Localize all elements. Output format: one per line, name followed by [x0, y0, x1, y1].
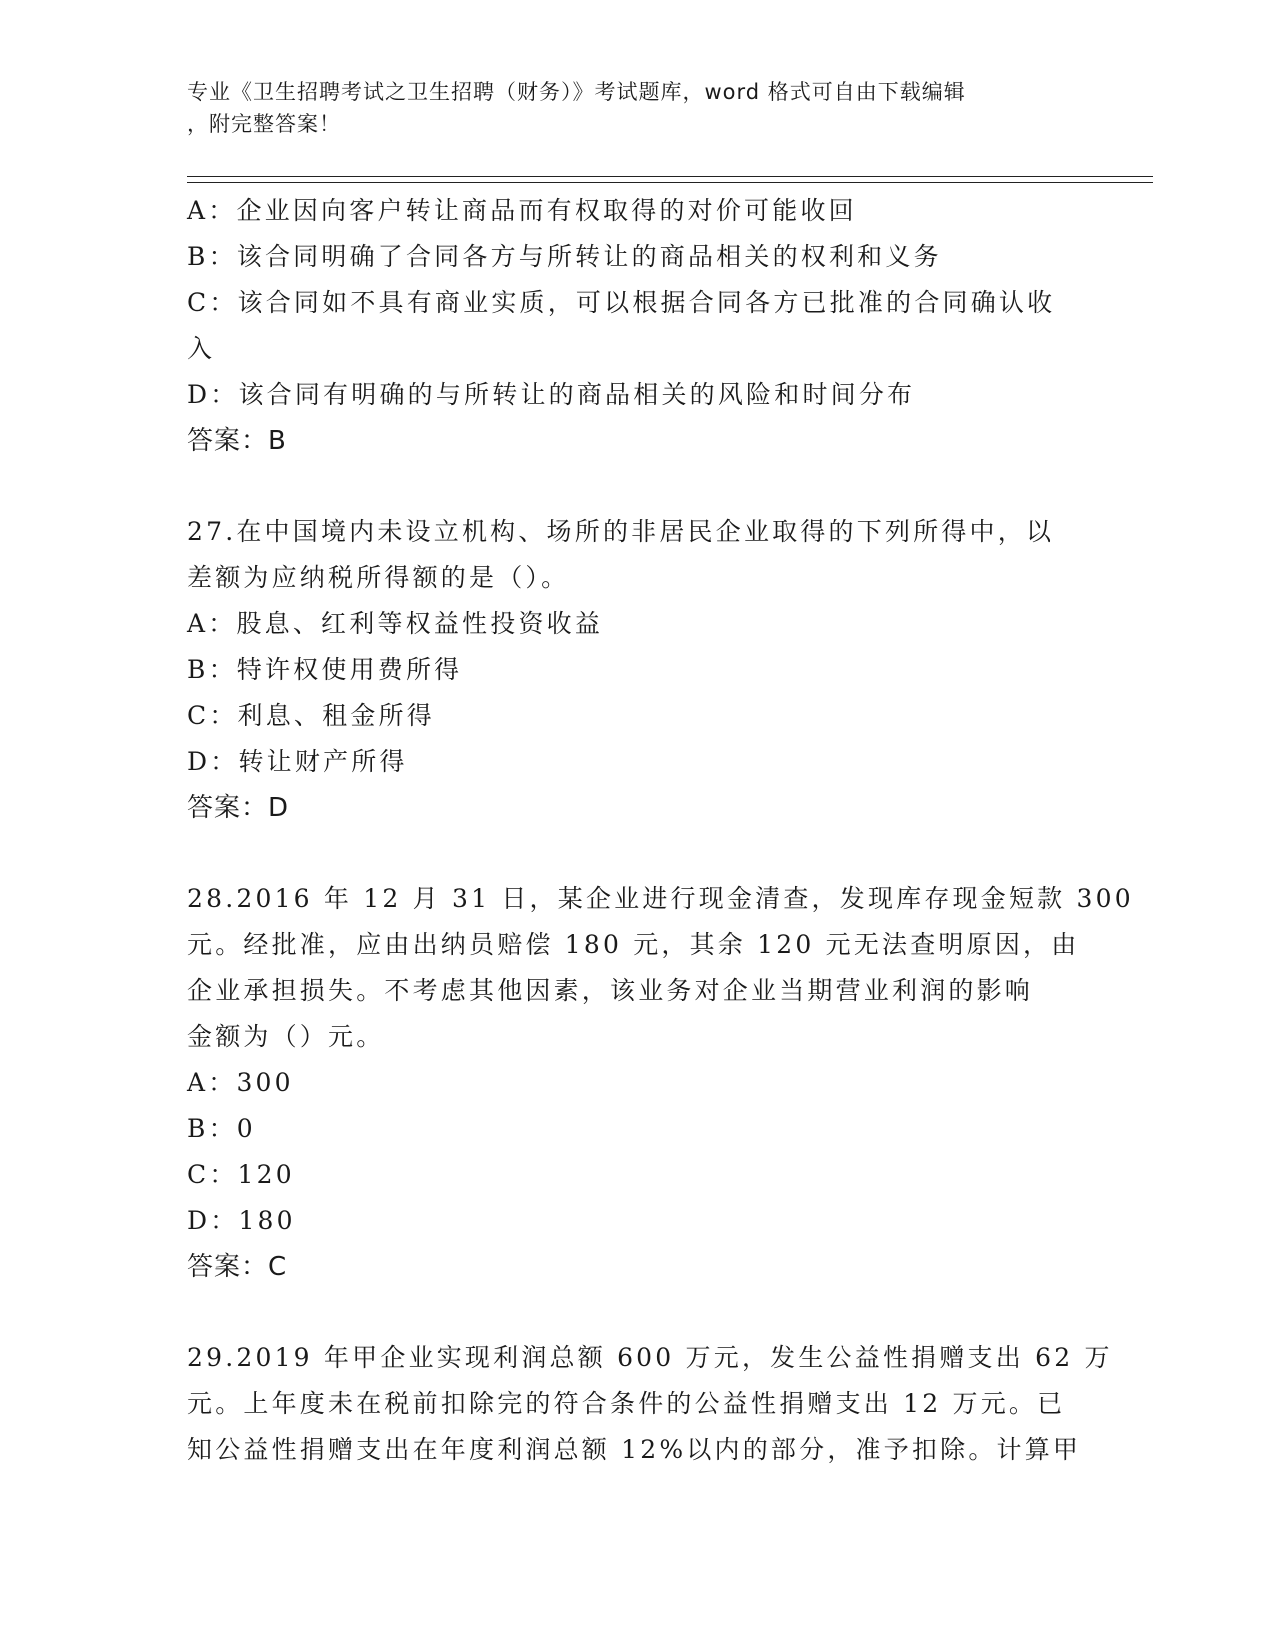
- answer-label: 答案：B: [187, 426, 287, 456]
- question-stem-line: 29.2019 年甲企业实现利润总额 600 万元，发生公益性捐赠支出 62 万: [187, 1343, 1113, 1372]
- question-stem-line: 差额为应纳税所得额的是（）。: [187, 563, 570, 592]
- answer-label: 答案：D: [187, 793, 290, 823]
- question-stem-line: 企业承担损失。不考虑其他因素，该业务对企业当期营业利润的影响: [187, 976, 1034, 1005]
- option-d: D：转让财产所得: [187, 747, 408, 776]
- document-header: [187, 76, 1067, 140]
- question-stem-line: 元。经批准，应由出纳员赔偿 180 元，其余 120 元无法查明原因，由: [187, 930, 1080, 959]
- question-spacer: [187, 464, 1087, 509]
- question-spacer: [187, 1290, 1087, 1335]
- question-spacer: [187, 831, 1087, 876]
- answer-label: 答案：C: [187, 1252, 288, 1282]
- question-stem-line: 元。上年度未在税前扣除完的符合条件的公益性捐赠支出 12 万元。已: [187, 1389, 1066, 1418]
- question-stem-line: 27.在中国境内未设立机构、场所的非居民企业取得的下列所得中，以: [187, 517, 1055, 546]
- question-29: [187, 1335, 1113, 1473]
- option-b: B：0: [187, 1114, 256, 1143]
- option-c-continued: 入: [187, 334, 216, 363]
- option-a: A：300: [187, 1068, 294, 1097]
- header-line-1: 专业《卫生招聘考试之卫生招聘（财务）》考试题库，word 格式可自由下载编辑: [187, 80, 966, 104]
- option-a: A：企业因向客户转让商品而有权取得的对价可能收回: [187, 196, 857, 225]
- question-27: [187, 509, 1087, 831]
- option-d: D：该合同有明确的与所转让的商品相关的风险和时间分布: [187, 380, 916, 409]
- header-divider-top: [187, 176, 1153, 177]
- question-stem-line: 金额为（）元。: [187, 1022, 385, 1051]
- option-b: B：该合同明确了合同各方与所转让的商品相关的权利和义务: [187, 242, 942, 271]
- question-28: [187, 876, 1134, 1290]
- option-b: B：特许权使用费所得: [187, 655, 463, 684]
- option-d: D：180: [187, 1206, 296, 1235]
- question-content: [187, 188, 1134, 1473]
- question-stem-line: 知公益性捐赠支出在年度利润总额 12%以内的部分，准予扣除。计算甲: [187, 1435, 1082, 1464]
- question-stem-line: 28.2016 年 12 月 31 日，某企业进行现金清查，发现库存现金短款 300: [187, 884, 1134, 913]
- option-c: C：120: [187, 1160, 295, 1189]
- question-26: [187, 188, 1087, 464]
- option-c: C：该合同如不具有商业实质，可以根据合同各方已批准的合同确认收: [187, 288, 1056, 317]
- option-c: C：利息、租金所得: [187, 701, 435, 730]
- header-line-2: ，附完整答案！: [187, 112, 341, 136]
- header-divider-bottom: [187, 182, 1153, 183]
- option-a: A：股息、红利等权益性投资收益: [187, 609, 604, 638]
